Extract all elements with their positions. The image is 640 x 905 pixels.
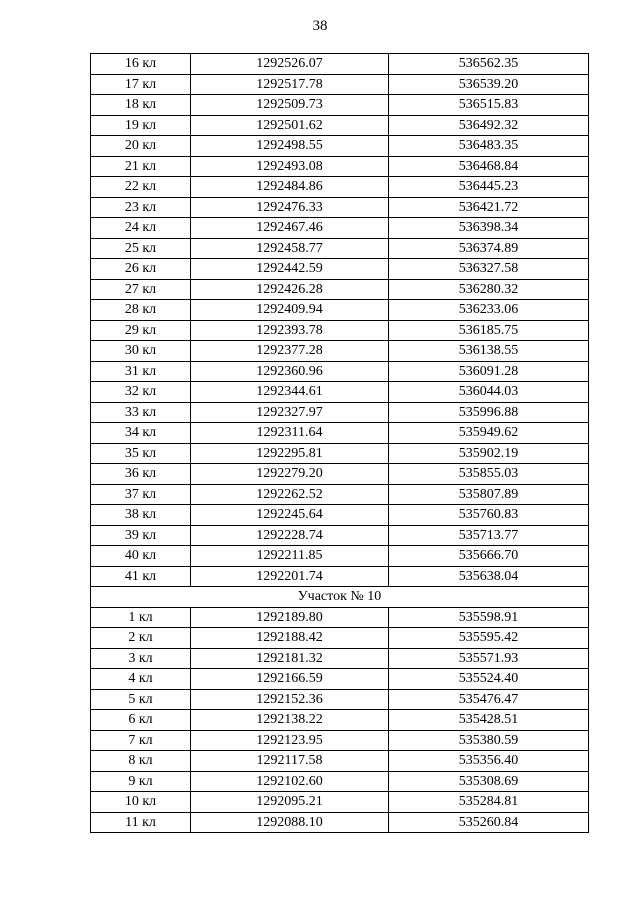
- y-coordinate-cell: 535476.47: [389, 689, 589, 710]
- coordinates-table: [90, 53, 589, 833]
- y-coordinate-cell: 536280.32: [389, 279, 589, 300]
- point-cell: 36 кл: [91, 464, 191, 485]
- point-cell: 16 кл: [91, 54, 191, 75]
- point-cell: 20 кл: [91, 136, 191, 157]
- table-row: [91, 689, 589, 710]
- x-coordinate-cell: 1292245.64: [191, 505, 389, 526]
- x-coordinate-cell: 1292088.10: [191, 812, 389, 833]
- table-row: [91, 628, 589, 649]
- point-cell: 3 кл: [91, 648, 191, 669]
- y-coordinate-cell: 535524.40: [389, 669, 589, 690]
- point-cell: 38 кл: [91, 505, 191, 526]
- x-coordinate-cell: 1292152.36: [191, 689, 389, 710]
- table-row: [91, 771, 589, 792]
- table-row: [91, 259, 589, 280]
- table-row: [91, 136, 589, 157]
- x-coordinate-cell: 1292509.73: [191, 95, 389, 116]
- y-coordinate-cell: 536327.58: [389, 259, 589, 280]
- table-row: [91, 402, 589, 423]
- x-coordinate-cell: 1292467.46: [191, 218, 389, 239]
- y-coordinate-cell: 536468.84: [389, 156, 589, 177]
- table-row: [91, 792, 589, 813]
- table-row: [91, 484, 589, 505]
- point-cell: 40 кл: [91, 546, 191, 567]
- table-row: [91, 320, 589, 341]
- y-coordinate-cell: 536398.34: [389, 218, 589, 239]
- coordinates-table-body: [91, 54, 589, 833]
- point-cell: 10 кл: [91, 792, 191, 813]
- y-coordinate-cell: 535571.93: [389, 648, 589, 669]
- point-cell: 17 кл: [91, 74, 191, 95]
- table-row: [91, 751, 589, 772]
- y-coordinate-cell: 535595.42: [389, 628, 589, 649]
- x-coordinate-cell: 1292311.64: [191, 423, 389, 444]
- x-coordinate-cell: 1292360.96: [191, 361, 389, 382]
- y-coordinate-cell: 535598.91: [389, 607, 589, 628]
- y-coordinate-cell: 535308.69: [389, 771, 589, 792]
- point-cell: 18 кл: [91, 95, 191, 116]
- point-cell: 24 кл: [91, 218, 191, 239]
- x-coordinate-cell: 1292327.97: [191, 402, 389, 423]
- x-coordinate-cell: 1292442.59: [191, 259, 389, 280]
- point-cell: 1 кл: [91, 607, 191, 628]
- y-coordinate-cell: 535760.83: [389, 505, 589, 526]
- x-coordinate-cell: 1292517.78: [191, 74, 389, 95]
- table-row: [91, 710, 589, 731]
- point-cell: 4 кл: [91, 669, 191, 690]
- y-coordinate-cell: 536483.35: [389, 136, 589, 157]
- y-coordinate-cell: 536539.20: [389, 74, 589, 95]
- section-header-row: [91, 587, 589, 608]
- point-cell: 22 кл: [91, 177, 191, 198]
- table-row: [91, 423, 589, 444]
- point-cell: 30 кл: [91, 341, 191, 362]
- table-row: [91, 279, 589, 300]
- y-coordinate-cell: 535380.59: [389, 730, 589, 751]
- table-row: [91, 505, 589, 526]
- table-row: [91, 566, 589, 587]
- point-cell: 6 кл: [91, 710, 191, 731]
- point-cell: 8 кл: [91, 751, 191, 772]
- table-row: [91, 300, 589, 321]
- table-row: [91, 382, 589, 403]
- x-coordinate-cell: 1292189.80: [191, 607, 389, 628]
- point-cell: 39 кл: [91, 525, 191, 546]
- point-cell: 37 кл: [91, 484, 191, 505]
- x-coordinate-cell: 1292181.32: [191, 648, 389, 669]
- y-coordinate-cell: 535807.89: [389, 484, 589, 505]
- table-row: [91, 115, 589, 136]
- point-cell: 21 кл: [91, 156, 191, 177]
- y-coordinate-cell: 535902.19: [389, 443, 589, 464]
- x-coordinate-cell: 1292188.42: [191, 628, 389, 649]
- y-coordinate-cell: 535949.62: [389, 423, 589, 444]
- x-coordinate-cell: 1292501.62: [191, 115, 389, 136]
- table-row: [91, 197, 589, 218]
- x-coordinate-cell: 1292166.59: [191, 669, 389, 690]
- y-coordinate-cell: 536233.06: [389, 300, 589, 321]
- x-coordinate-cell: 1292123.95: [191, 730, 389, 751]
- y-coordinate-cell: 536445.23: [389, 177, 589, 198]
- table-row: [91, 95, 589, 116]
- x-coordinate-cell: 1292211.85: [191, 546, 389, 567]
- x-coordinate-cell: 1292458.77: [191, 238, 389, 259]
- x-coordinate-cell: 1292095.21: [191, 792, 389, 813]
- x-coordinate-cell: 1292377.28: [191, 341, 389, 362]
- table-row: [91, 341, 589, 362]
- point-cell: 29 кл: [91, 320, 191, 341]
- point-cell: 41 кл: [91, 566, 191, 587]
- table-row: [91, 812, 589, 833]
- point-cell: 31 кл: [91, 361, 191, 382]
- point-cell: 32 кл: [91, 382, 191, 403]
- table-row: [91, 74, 589, 95]
- page-number: 38: [312, 18, 328, 34]
- point-cell: 25 кл: [91, 238, 191, 259]
- y-coordinate-cell: 536562.35: [389, 54, 589, 75]
- y-coordinate-cell: 535996.88: [389, 402, 589, 423]
- x-coordinate-cell: 1292493.08: [191, 156, 389, 177]
- x-coordinate-cell: 1292498.55: [191, 136, 389, 157]
- table-row: [91, 361, 589, 382]
- point-cell: 19 кл: [91, 115, 191, 136]
- x-coordinate-cell: 1292102.60: [191, 771, 389, 792]
- table-row: [91, 218, 589, 239]
- point-cell: 2 кл: [91, 628, 191, 649]
- table-row: [91, 525, 589, 546]
- point-cell: 9 кл: [91, 771, 191, 792]
- table-row: [91, 177, 589, 198]
- y-coordinate-cell: 536138.55: [389, 341, 589, 362]
- table-row: [91, 238, 589, 259]
- y-coordinate-cell: 535356.40: [389, 751, 589, 772]
- x-coordinate-cell: 1292344.61: [191, 382, 389, 403]
- x-coordinate-cell: 1292138.22: [191, 710, 389, 731]
- point-cell: 34 кл: [91, 423, 191, 444]
- y-coordinate-cell: 535428.51: [389, 710, 589, 731]
- y-coordinate-cell: 535713.77: [389, 525, 589, 546]
- point-cell: 26 кл: [91, 259, 191, 280]
- y-coordinate-cell: 536091.28: [389, 361, 589, 382]
- point-cell: 11 кл: [91, 812, 191, 833]
- x-coordinate-cell: 1292409.94: [191, 300, 389, 321]
- point-cell: 23 кл: [91, 197, 191, 218]
- x-coordinate-cell: 1292201.74: [191, 566, 389, 587]
- x-coordinate-cell: 1292228.74: [191, 525, 389, 546]
- y-coordinate-cell: 535260.84: [389, 812, 589, 833]
- y-coordinate-cell: 536492.32: [389, 115, 589, 136]
- table-row: [91, 607, 589, 628]
- x-coordinate-cell: 1292262.52: [191, 484, 389, 505]
- table-row: [91, 546, 589, 567]
- point-cell: 28 кл: [91, 300, 191, 321]
- x-coordinate-cell: 1292393.78: [191, 320, 389, 341]
- x-coordinate-cell: 1292117.58: [191, 751, 389, 772]
- point-cell: 5 кл: [91, 689, 191, 710]
- y-coordinate-cell: 535284.81: [389, 792, 589, 813]
- y-coordinate-cell: 536421.72: [389, 197, 589, 218]
- table-row: [91, 669, 589, 690]
- y-coordinate-cell: 535638.04: [389, 566, 589, 587]
- y-coordinate-cell: 535855.03: [389, 464, 589, 485]
- x-coordinate-cell: 1292476.33: [191, 197, 389, 218]
- x-coordinate-cell: 1292426.28: [191, 279, 389, 300]
- table-row: [91, 156, 589, 177]
- point-cell: 33 кл: [91, 402, 191, 423]
- point-cell: 27 кл: [91, 279, 191, 300]
- point-cell: 35 кл: [91, 443, 191, 464]
- table-row: [91, 730, 589, 751]
- x-coordinate-cell: 1292295.81: [191, 443, 389, 464]
- table-row: [91, 648, 589, 669]
- y-coordinate-cell: 536374.89: [389, 238, 589, 259]
- table-row: [91, 464, 589, 485]
- y-coordinate-cell: 536185.75: [389, 320, 589, 341]
- y-coordinate-cell: 536515.83: [389, 95, 589, 116]
- y-coordinate-cell: 536044.03: [389, 382, 589, 403]
- x-coordinate-cell: 1292484.86: [191, 177, 389, 198]
- x-coordinate-cell: 1292279.20: [191, 464, 389, 485]
- y-coordinate-cell: 535666.70: [389, 546, 589, 567]
- table-row: [91, 54, 589, 75]
- table-row: [91, 443, 589, 464]
- section-title: Участок № 10: [91, 587, 589, 608]
- point-cell: 7 кл: [91, 730, 191, 751]
- x-coordinate-cell: 1292526.07: [191, 54, 389, 75]
